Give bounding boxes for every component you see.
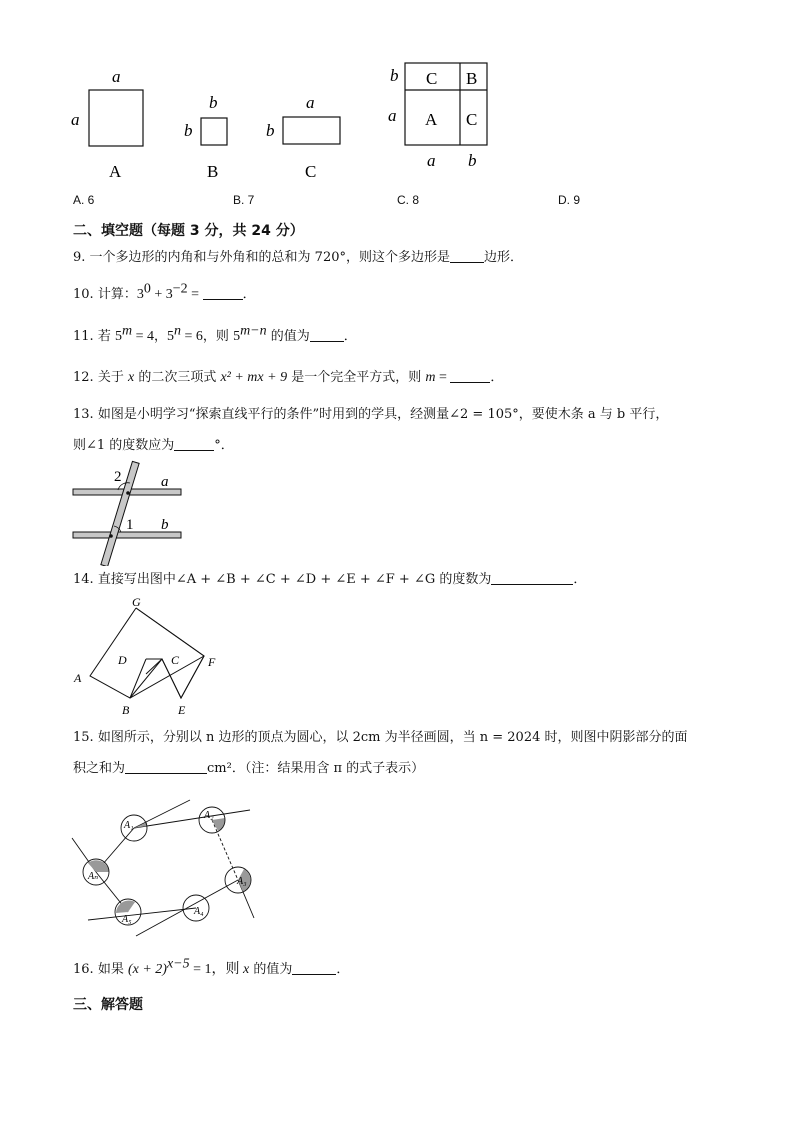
- q10-eq: =: [187, 287, 203, 302]
- fig15-label-a1: A₁: [124, 820, 134, 831]
- question-14: [73, 570, 586, 590]
- composite-side-bottom: a: [388, 106, 397, 125]
- q11-v1: = 4: [132, 329, 154, 344]
- shape-c-name: C: [305, 162, 317, 181]
- shape-c-top-label: a: [306, 93, 315, 112]
- fig15-label-an: Aₙ: [88, 871, 99, 882]
- shape-a-side-label: a: [71, 110, 80, 129]
- question-15-line1: [73, 728, 688, 748]
- q9-tail: 边形．: [484, 250, 524, 265]
- fig15-label-a5: A₅: [122, 914, 132, 925]
- q11-tail: ．: [343, 329, 357, 344]
- q11-p2: ，: [154, 329, 168, 344]
- q16-tail: ．: [336, 962, 350, 977]
- question-13-line1: [73, 405, 668, 425]
- composite-cell-tl: C: [426, 69, 438, 88]
- q12-var: x: [127, 370, 135, 385]
- q16-var: x: [243, 962, 250, 977]
- fig14-label-f: F: [208, 655, 216, 669]
- question-11: [73, 323, 357, 347]
- shape-a-square: [89, 90, 143, 146]
- q11-b1: 5: [114, 329, 122, 344]
- q9-answer-blank[interactable]: [450, 248, 484, 263]
- option-c[interactable]: C. 8: [397, 193, 420, 207]
- q16-p3: 的值为: [249, 962, 293, 977]
- q12-tail: ．: [490, 370, 504, 385]
- fig15-label-a4: A₄: [194, 906, 204, 917]
- fig14-label-a: A: [74, 671, 82, 685]
- question-15-line2: [73, 759, 424, 779]
- section-2-title: 二、填空题（每题 3 分，共 24 分）: [73, 223, 304, 239]
- q12-p3: 是一个完全平方式，则: [287, 370, 426, 385]
- question-10: [73, 281, 256, 305]
- fig13-label-a: a: [161, 474, 169, 490]
- fig15-polygon-circles: [66, 796, 266, 946]
- option-b[interactable]: B. 7: [233, 193, 255, 207]
- q12-m: m: [425, 370, 436, 385]
- q15-line2a: 积之和为: [73, 761, 126, 776]
- q12-number: 12.: [73, 370, 94, 385]
- q12-expr: x² + mx + 9: [220, 370, 288, 385]
- q13-tail: °．: [214, 438, 234, 453]
- q13-answer-blank[interactable]: [174, 436, 214, 451]
- fig15-label-a2: A₂: [204, 810, 214, 821]
- q12-p1: 关于: [97, 370, 128, 385]
- fig14-label-g: G: [132, 595, 141, 609]
- shape-b-name: B: [207, 162, 219, 181]
- fig13-label-b: b: [161, 517, 169, 533]
- q16-base: (x + 2): [127, 962, 167, 977]
- composite-cell-tr: B: [466, 69, 478, 88]
- shape-a-name: A: [109, 162, 122, 181]
- q15-line1: 如图所示，分别以 n 边形的顶点为圆心，以 2cm 为半径画圆，当 n = 2024 时，则图中阴影部分的面: [97, 730, 688, 745]
- shape-b-square: [201, 118, 227, 145]
- composite-bottom-left: a: [427, 151, 436, 170]
- q10-base1: 3: [136, 287, 144, 302]
- question-13-line2: [73, 436, 234, 456]
- fig15-label-a3: A₃: [237, 876, 247, 887]
- q15-answer-blank[interactable]: [125, 759, 207, 774]
- q11-p4: 的值为: [266, 329, 310, 344]
- q15-number: 15.: [73, 730, 94, 745]
- q11-v2: = 6: [181, 329, 203, 344]
- shape-a-top-label: a: [112, 67, 121, 86]
- q10-tail: ．: [242, 287, 256, 302]
- fig13-label-1: 1: [126, 517, 134, 533]
- q11-b2: 5: [167, 329, 175, 344]
- q9-text: 一个多边形的内角和与外角和的总和为 720°，则这个多边形是: [89, 250, 450, 265]
- option-a[interactable]: A. 6: [73, 193, 95, 207]
- q11-e1: m: [121, 323, 133, 339]
- q10-answer-blank[interactable]: [203, 285, 243, 300]
- fig14-label-e: E: [178, 703, 186, 717]
- q10-number: 10.: [73, 287, 94, 302]
- q12-answer-blank[interactable]: [450, 368, 490, 383]
- q10-exp1: 0: [143, 281, 151, 297]
- question-16: [73, 956, 350, 980]
- shape-c-rect: [283, 117, 340, 144]
- q13-line2: 则∠1 的度数应为: [73, 438, 175, 453]
- q16-p1: 如果: [97, 962, 128, 977]
- q13-line1: 如图是小明学习“探索直线平行的条件”时用到的学具，经测量∠2 = 105°，要使木条 a 与 b 平行，: [97, 407, 669, 422]
- composite-side-top: b: [390, 66, 399, 85]
- q9-number: 9.: [73, 250, 86, 265]
- q14-text: 直接写出图中∠A + ∠B + ∠C + ∠D + ∠E + ∠F + ∠G 的度数为: [97, 572, 492, 587]
- fig13-parallel-sticks: [66, 458, 196, 566]
- question-9: [73, 248, 523, 268]
- q16-exp: x−5: [166, 956, 190, 972]
- option-d[interactable]: D. 9: [558, 193, 581, 207]
- q11-number: 11.: [73, 329, 94, 344]
- q11-p1: 若: [97, 329, 115, 344]
- q11-answer-blank[interactable]: [310, 327, 344, 342]
- shape-c-side-label: b: [266, 121, 275, 140]
- q14-number: 14.: [73, 572, 94, 587]
- q14-tail: ．: [573, 572, 587, 587]
- fig14-angles-figure: [66, 594, 236, 722]
- q15-line2b: cm²．（注：结果用含 π 的式子表示）: [207, 761, 425, 776]
- fig14-label-b: B: [122, 703, 130, 717]
- q16-answer-blank[interactable]: [292, 960, 336, 975]
- shape-b-side-label: b: [184, 121, 193, 140]
- fig8-shapes: [60, 58, 510, 186]
- q16-number: 16.: [73, 962, 94, 977]
- composite-cell-bl: A: [425, 110, 438, 129]
- q10-base2: 3: [165, 287, 173, 302]
- q16-p2: = 1，则: [189, 962, 244, 977]
- q10-prefix: 计算：: [97, 287, 137, 302]
- q11-e2: n: [174, 323, 182, 339]
- composite-cell-br: C: [466, 110, 478, 129]
- q11-p3: ，则: [202, 329, 234, 344]
- fig13-label-2: 2: [114, 469, 122, 485]
- question-12: [73, 368, 503, 388]
- q13-number: 13.: [73, 407, 94, 422]
- section-3-title: 三、解答题: [73, 997, 143, 1013]
- q10-plus: +: [150, 287, 166, 302]
- fig14-label-c: C: [171, 653, 180, 667]
- q14-answer-blank[interactable]: [491, 570, 573, 585]
- q10-exp2: −2: [172, 281, 188, 297]
- q12-p2: 的二次三项式: [134, 370, 221, 385]
- q11-b3: 5: [233, 329, 241, 344]
- fig14-label-d: D: [118, 653, 127, 667]
- composite-bottom-right: b: [468, 151, 477, 170]
- q12-eq: =: [435, 370, 451, 385]
- q11-e3: m−n: [240, 323, 267, 339]
- shape-b-top-label: b: [209, 93, 218, 112]
